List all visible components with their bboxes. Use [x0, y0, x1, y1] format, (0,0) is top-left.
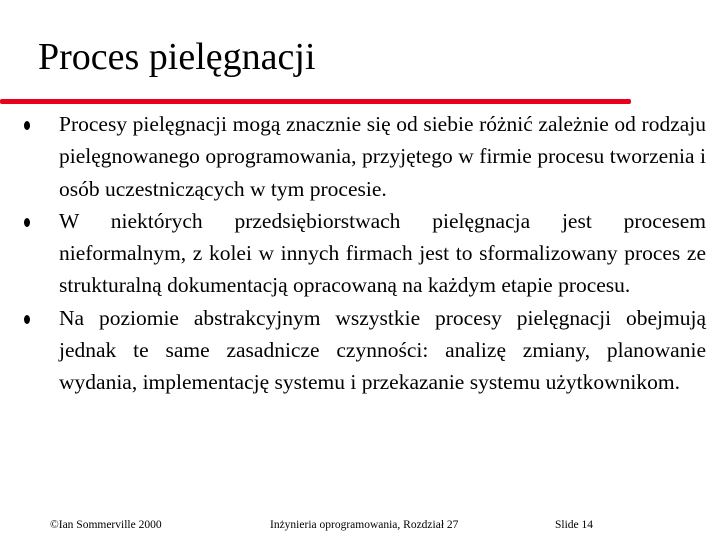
title-underline [0, 99, 631, 104]
bullet-text: Na poziomie abstrakcyjnym wszystkie procesy pielęgnacji obejmują jednak te same zasadnicze czynności: analizę zmiany, planowanie wydania, implementację systemu i przekazanie systemu użytkownikom. [59, 305, 706, 395]
bullet-item [0, 205, 720, 302]
bullet-item [0, 302, 720, 399]
footer-copyright: ©Ian Sommerville 2000 [50, 519, 162, 531]
bullet-item [0, 108, 720, 205]
bullet-dot-icon [24, 315, 30, 324]
bullet-dot-icon [24, 218, 30, 227]
bullet-text: W niektórych przedsiębiorstwach pielęgnacja jest procesem nieformalnym, z kolei w innych firmach jest to sformalizowany proces ze strukturalną dokumentacją opracowaną na każdym etapie procesu. [59, 208, 706, 298]
bullet-list [0, 108, 720, 399]
footer-course-title: Inżynieria oprogramowania, Rozdział 27 [270, 519, 459, 531]
bullet-dot-icon [24, 121, 30, 130]
bullet-text: Procesy pielęgnacji mogą znacznie się od siebie różnić zależnie od rodzaju pielęgnowanego oprogramowania, przyjętego w firmie procesu tworzenia i osób uczestniczących w tym procesie. [59, 112, 706, 201]
footer-slide-number: Slide 14 [555, 519, 594, 531]
slide-title: Proces pielęgnacji [38, 36, 316, 78]
